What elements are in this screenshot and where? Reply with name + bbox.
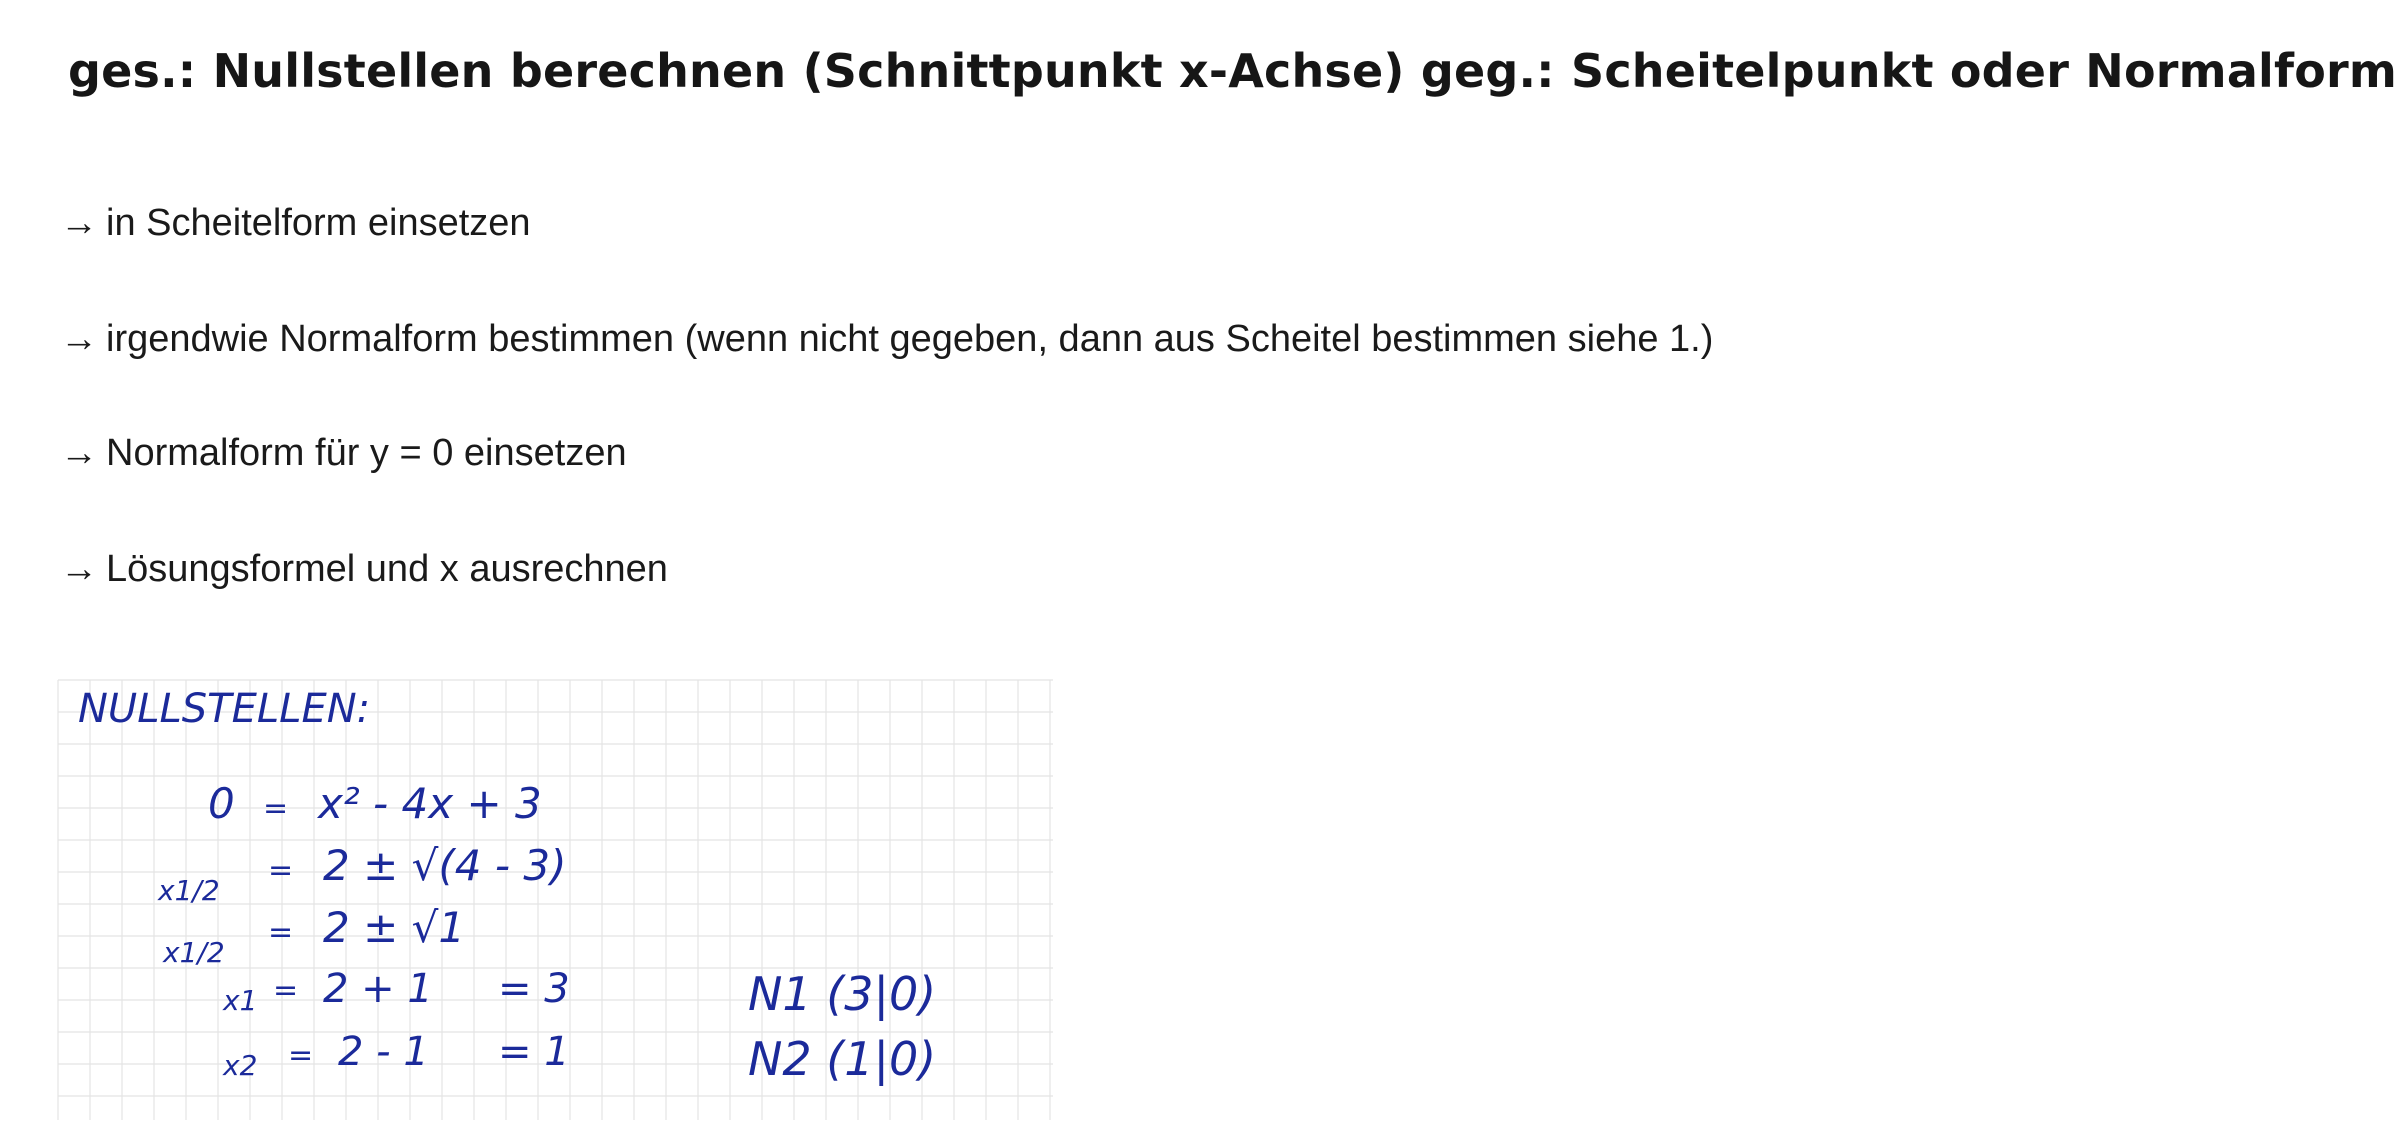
step-text: Normalform für y = 0 einsetzen [106,432,627,474]
eq5-result: = 1 [498,1029,570,1075]
notes-heading: NULLSTELLEN: [78,686,371,732]
zero-point-2: N2 (1|0) [748,1032,937,1086]
eq5-equals: = [288,1038,314,1073]
eq5-lhs: x2 [223,1049,258,1082]
eq2-rhs: 2 ± √(4 - 3) [323,841,567,890]
eq1-equals: = [263,791,289,826]
step-item [60,318,1713,361]
eq2-equals: = [268,853,294,888]
step-item [60,548,668,591]
eq3-lhs: x1/2 [163,936,225,969]
page-title: ges.: Nullstellen berechnen (Schnittpunkt x-Achse) geg.: Scheitelpunkt oder Normalform [68,44,2397,98]
step-item [60,202,531,245]
eq4-rhs: 2 + 1 [323,966,433,1012]
arrow-icon: → [60,202,98,244]
handwritten-notes [58,680,1053,1120]
eq3-rhs: 2 ± √1 [323,903,466,952]
equation-row-5 [222,1029,570,1082]
notes-canvas [58,680,1053,1120]
eq5-rhs: 2 - 1 [338,1029,429,1075]
equation-row-4 [222,966,570,1017]
eq2-lhs: x1/2 [158,874,220,907]
eq4-result: = 3 [498,966,570,1012]
eq4-lhs: x1 [223,984,258,1017]
step-text: Lösungsformel und x ausrechnen [106,548,668,590]
step-text: irgendwie Normalform bestimmen (wenn nicht gegeben, dann aus Scheitel bestimmen siehe 1.) [106,318,1714,360]
arrow-icon: → [60,432,98,474]
eq1-rhs: x² - 4x + 3 [318,779,542,828]
step-text: in Scheitelform einsetzen [106,202,531,244]
eq4-equals: = [273,973,299,1008]
eq1-lhs: 0 [208,779,235,828]
equation-row-1 [208,779,542,828]
arrow-icon: → [60,318,98,360]
eq3-equals: = [268,915,294,950]
step-item [60,432,627,475]
arrow-icon: → [60,548,98,590]
zero-point-1: N1 (3|0) [748,967,937,1021]
